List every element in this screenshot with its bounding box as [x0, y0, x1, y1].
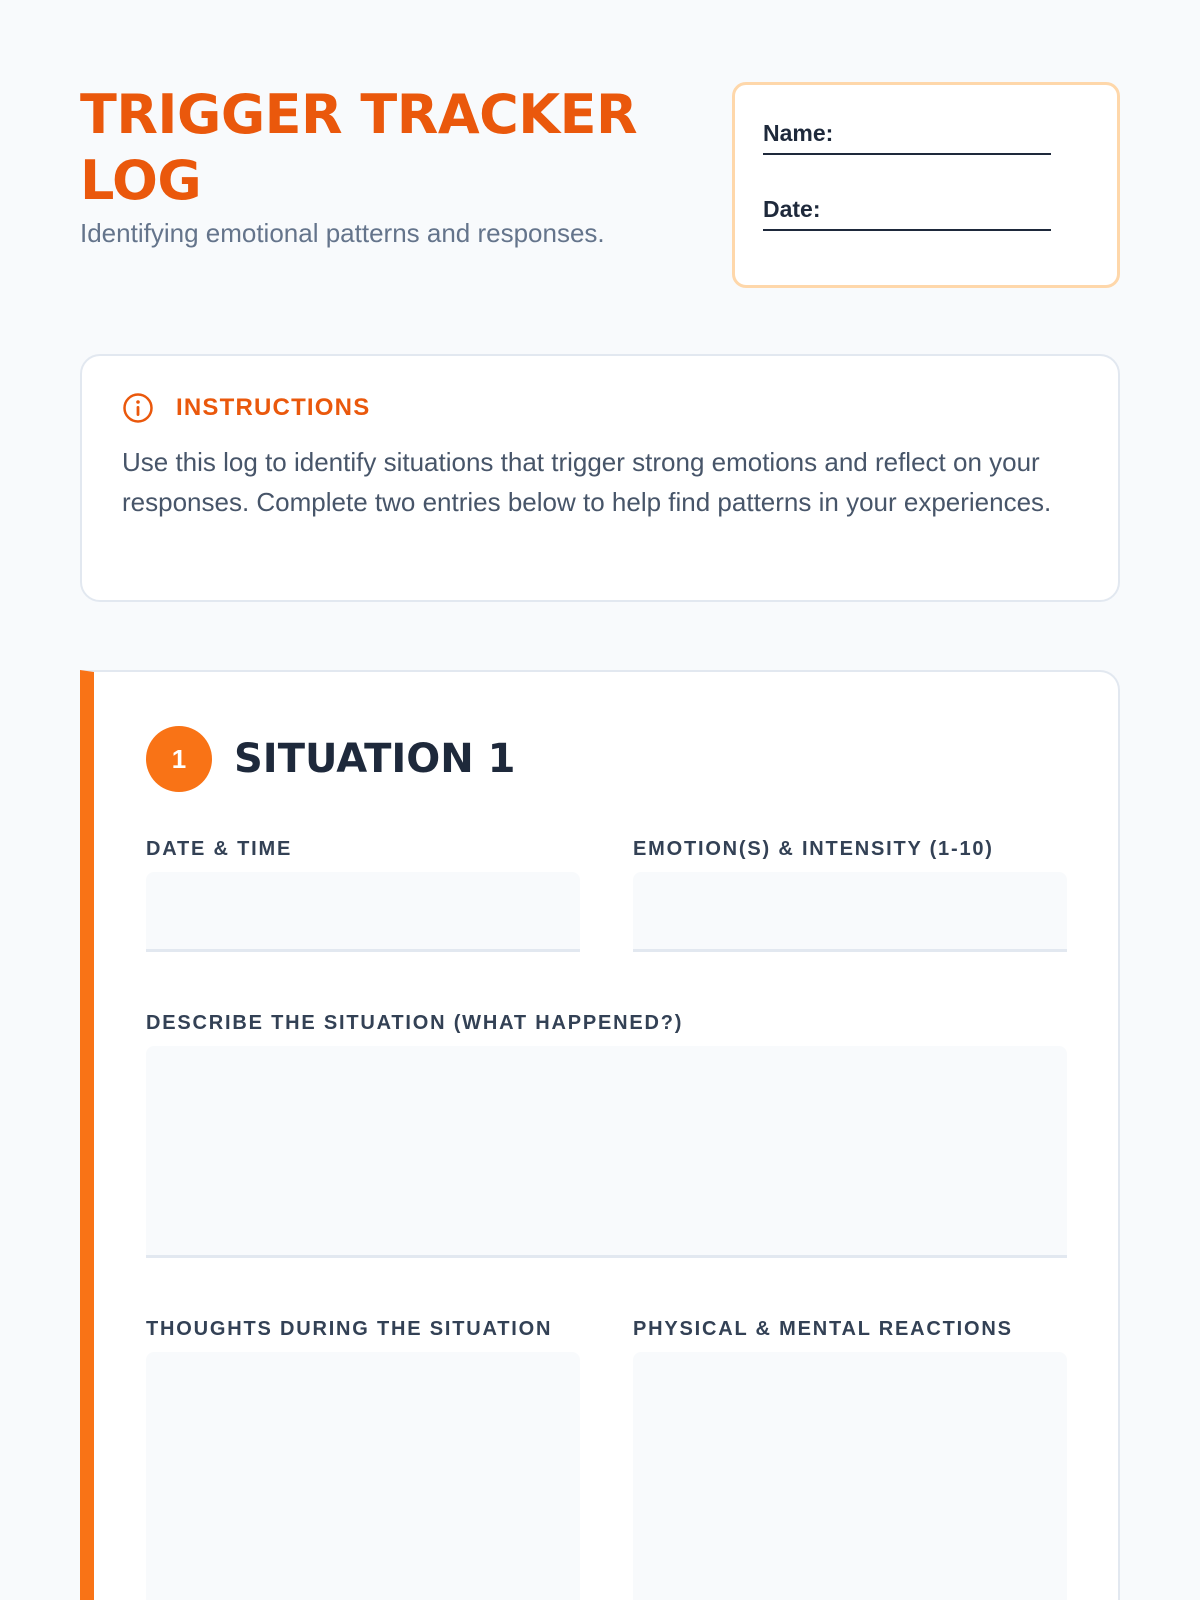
name-blank-line[interactable] — [763, 153, 1051, 155]
info-circle-icon — [122, 392, 154, 424]
name-label: Name: — [763, 120, 834, 146]
date-blank-line[interactable] — [763, 229, 1051, 231]
reactions-field[interactable] — [633, 1352, 1067, 1600]
describe-label: DESCRIBE THE SITUATION (WHAT HAPPENED?) — [146, 1012, 684, 1034]
situation-1-section — [80, 670, 1120, 1600]
page-subtitle: Identifying emotional patterns and responses. — [80, 218, 605, 248]
instructions-title: INSTRUCTIONS — [176, 394, 371, 421]
thoughts-field[interactable] — [146, 1352, 580, 1600]
date-label: Date: — [763, 196, 821, 222]
situation-title: SITUATION 1 — [234, 736, 516, 782]
situation-1-header — [146, 726, 515, 792]
situation-number-badge: 1 — [146, 726, 212, 792]
name-date-box — [732, 82, 1120, 288]
date-time-field[interactable] — [146, 872, 580, 952]
date-time-label: DATE & TIME — [146, 838, 293, 860]
thoughts-label: THOUGHTS DURING THE SITUATION — [146, 1318, 553, 1340]
emotions-field[interactable] — [633, 872, 1067, 952]
page-title: TRIGGER TRACKER LOG — [80, 83, 638, 212]
instructions-card — [80, 354, 1120, 602]
instructions-text: Use this log to identify situations that trigger strong emotions and reflect on your responses. Complete two entries below to help find patterns in your experiences. — [122, 447, 1052, 517]
page-header — [80, 82, 1120, 288]
instructions-header — [122, 392, 1078, 424]
reactions-label: PHYSICAL & MENTAL REACTIONS — [633, 1318, 1013, 1340]
emotions-label: EMOTION(S) & INTENSITY (1-10) — [633, 838, 994, 860]
describe-field[interactable] — [146, 1046, 1067, 1258]
